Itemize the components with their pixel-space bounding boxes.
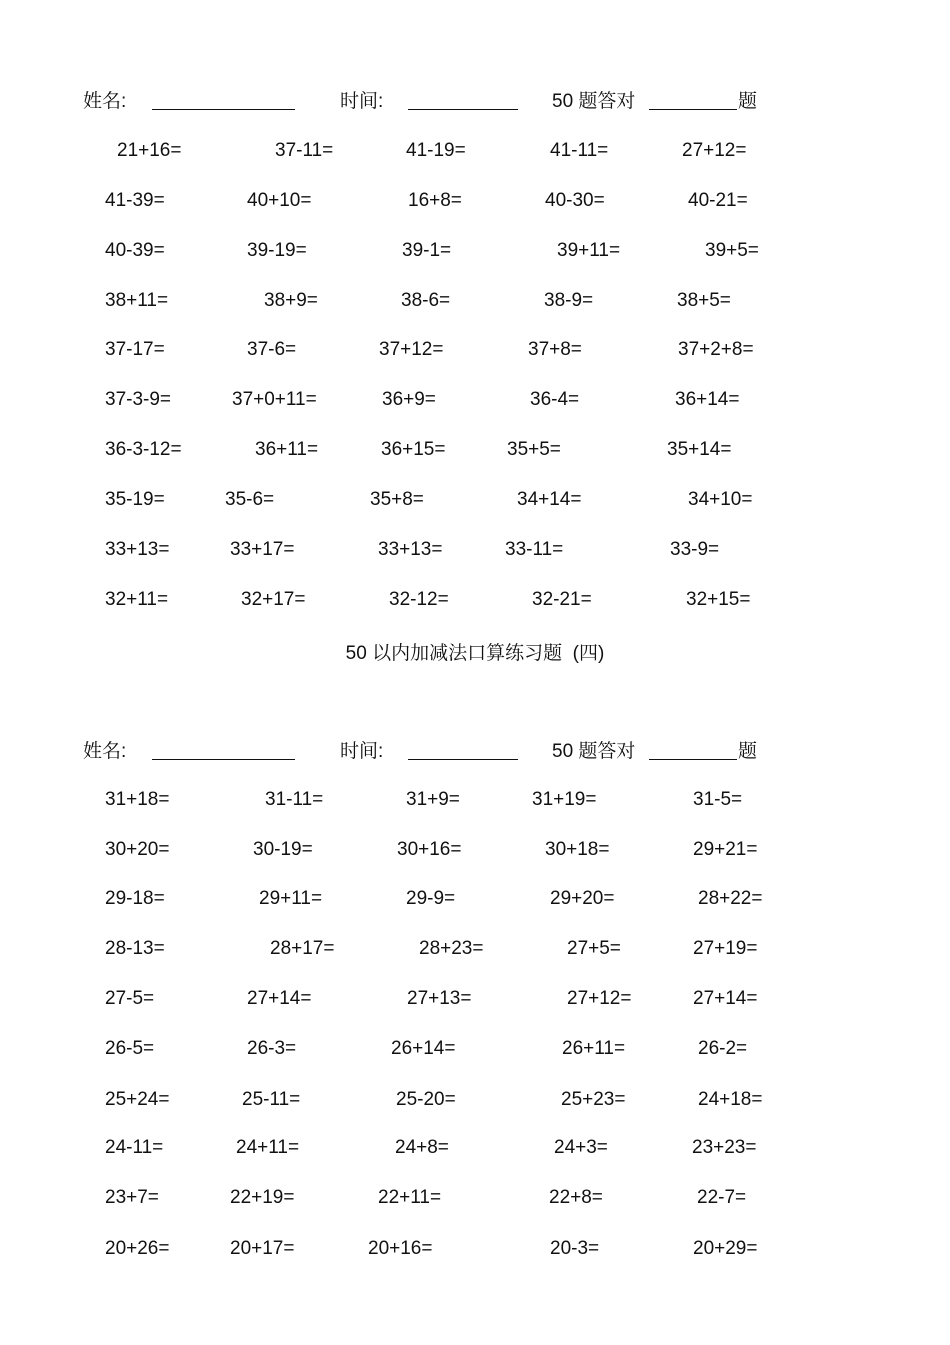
- problem-item: 39+5=: [705, 240, 759, 261]
- problem-item: 27+5=: [567, 938, 621, 959]
- problem-item: 35-19=: [105, 489, 165, 510]
- problem-row: [0, 190, 950, 216]
- problem-item: 36+14=: [675, 389, 740, 410]
- problem-item: 29-18=: [105, 888, 165, 909]
- time-answer-line[interactable]: [408, 109, 518, 110]
- problem-item: 37+2+8=: [678, 339, 754, 360]
- problem-item: 37-11=: [275, 140, 334, 161]
- problem-item: 33-9=: [670, 539, 720, 560]
- problem-item: 22+11=: [378, 1187, 442, 1208]
- problem-item: 32-21=: [532, 589, 592, 610]
- problem-item: 24+11=: [236, 1137, 300, 1158]
- problem-item: 40-21=: [688, 190, 748, 211]
- problem-item: 25+24=: [105, 1089, 170, 1110]
- problem-item: 29+21=: [693, 839, 758, 860]
- problem-item: 29+11=: [259, 888, 323, 909]
- problem-item: 27+12=: [682, 140, 747, 161]
- problem-item: 22+8=: [549, 1187, 603, 1208]
- problem-item: 20+16=: [368, 1238, 433, 1259]
- problem-item: 27+12=: [567, 988, 632, 1009]
- problem-row: [0, 1187, 950, 1213]
- problem-item: 31+9=: [406, 789, 460, 810]
- problem-item: 26+14=: [391, 1038, 456, 1059]
- problem-item: 32+11=: [105, 589, 169, 610]
- problem-item: 24-11=: [105, 1137, 164, 1158]
- problem-row: [0, 888, 950, 914]
- problem-item: 26-5=: [105, 1038, 155, 1059]
- problem-item: 38+5=: [677, 290, 731, 311]
- problem-item: 34+10=: [688, 489, 753, 510]
- problem-item: 25+23=: [561, 1089, 626, 1110]
- score-answer-line[interactable]: [649, 109, 737, 110]
- problem-item: 26-3=: [247, 1038, 297, 1059]
- problem-item: 37+12=: [379, 339, 444, 360]
- problem-item: 33+13=: [105, 539, 170, 560]
- problem-item: 37+0+11=: [232, 389, 317, 410]
- problem-item: 27+14=: [247, 988, 312, 1009]
- problem-item: 36+15=: [381, 439, 446, 460]
- problem-row: [0, 439, 950, 465]
- problem-item: 40-30=: [545, 190, 605, 211]
- problem-item: 21+16=: [117, 140, 182, 161]
- problem-item: 28-13=: [105, 938, 165, 959]
- time-answer-line[interactable]: [408, 759, 518, 760]
- problem-item: 16+8=: [408, 190, 462, 211]
- problem-item: 37-6=: [247, 339, 297, 360]
- problem-item: 36+11=: [255, 439, 319, 460]
- score-suffix: 题: [738, 91, 758, 112]
- problem-row: [0, 589, 950, 615]
- problem-item: 38+11=: [105, 290, 169, 311]
- problem-row: [0, 839, 950, 865]
- problem-item: 32+15=: [686, 589, 751, 610]
- problem-item: 27+14=: [693, 988, 758, 1009]
- problem-item: 29+20=: [550, 888, 615, 909]
- problem-item: 41-19=: [406, 140, 466, 161]
- problem-item: 28+23=: [419, 938, 484, 959]
- problem-item: 23+23=: [692, 1137, 757, 1158]
- problem-item: 26+11=: [562, 1038, 626, 1059]
- name-label: 姓名:: [83, 91, 127, 112]
- problem-item: 25-11=: [242, 1089, 301, 1110]
- problem-item: 38-6=: [401, 290, 451, 311]
- problem-item: 32-12=: [389, 589, 449, 610]
- problem-item: 35+5=: [507, 439, 561, 460]
- problem-row: [0, 938, 950, 964]
- sheet2-header: [0, 736, 950, 766]
- problem-item: 26-2=: [698, 1038, 748, 1059]
- problem-item: 38-9=: [544, 290, 594, 311]
- problem-item: 20+17=: [230, 1238, 295, 1259]
- problem-item: 39+11=: [557, 240, 621, 261]
- problem-item: 41-11=: [550, 140, 609, 161]
- problem-item: 33+13=: [378, 539, 443, 560]
- sheet1-header: [0, 86, 950, 116]
- problem-row: [0, 240, 950, 266]
- problem-item: 40+10=: [247, 190, 312, 211]
- name-label: 姓名:: [83, 741, 127, 762]
- problem-item: 28+17=: [270, 938, 335, 959]
- time-label: 时间:: [340, 741, 384, 762]
- problem-item: 30+20=: [105, 839, 170, 860]
- problem-item: 27-5=: [105, 988, 155, 1009]
- problem-item: 22-7=: [697, 1187, 747, 1208]
- time-label: 时间:: [340, 91, 384, 112]
- problem-item: 40-39=: [105, 240, 165, 261]
- problem-row: [0, 1089, 950, 1115]
- problem-item: 27+19=: [693, 938, 758, 959]
- problem-item: 27+13=: [407, 988, 472, 1009]
- problem-item: 39-1=: [402, 240, 452, 261]
- problem-item: 41-39=: [105, 190, 165, 211]
- score-prefix: 50 题答对: [552, 91, 636, 112]
- problem-row: [0, 290, 950, 316]
- problem-item: 36+9=: [382, 389, 436, 410]
- problem-item: 39-19=: [247, 240, 307, 261]
- problem-item: 35+14=: [667, 439, 732, 460]
- problem-row: [0, 389, 950, 415]
- problem-item: 31-5=: [693, 789, 743, 810]
- problem-item: 29-9=: [406, 888, 456, 909]
- problem-row: [0, 1038, 950, 1064]
- problem-item: 24+18=: [698, 1089, 763, 1110]
- problem-item: 24+8=: [395, 1137, 449, 1158]
- problem-row: [0, 339, 950, 365]
- problem-item: 31-11=: [265, 789, 324, 810]
- problem-item: 30-19=: [253, 839, 313, 860]
- problem-item: 37-17=: [105, 339, 165, 360]
- name-answer-line[interactable]: [152, 109, 295, 110]
- problem-row: [0, 789, 950, 815]
- score-prefix: 50 题答对: [552, 741, 636, 762]
- score-answer-line[interactable]: [649, 759, 737, 760]
- problem-item: 33-11=: [505, 539, 564, 560]
- problem-item: 20+29=: [693, 1238, 758, 1259]
- problem-item: 32+17=: [241, 589, 306, 610]
- problem-item: 37+8=: [528, 339, 582, 360]
- problem-item: 24+3=: [554, 1137, 608, 1158]
- problem-item: 37-3-9=: [105, 389, 172, 410]
- problem-item: 30+16=: [397, 839, 462, 860]
- problem-item: 34+14=: [517, 489, 582, 510]
- problem-item: 31+18=: [105, 789, 170, 810]
- problem-item: 20-3=: [550, 1238, 600, 1259]
- section-title: 50 以内加减法口算练习题 (四): [345, 643, 605, 664]
- problem-item: 31+19=: [532, 789, 597, 810]
- problem-item: 30+18=: [545, 839, 610, 860]
- problem-row: [0, 539, 950, 565]
- name-answer-line[interactable]: [152, 759, 295, 760]
- problem-item: 38+9=: [264, 290, 318, 311]
- problem-item: 22+19=: [230, 1187, 295, 1208]
- problem-item: 35+8=: [370, 489, 424, 510]
- problem-row: [0, 140, 950, 166]
- problem-row: [0, 1137, 950, 1163]
- problem-item: 20+26=: [105, 1238, 170, 1259]
- problem-item: 33+17=: [230, 539, 295, 560]
- problem-row: [0, 1238, 950, 1264]
- problem-item: 28+22=: [698, 888, 763, 909]
- problem-row: [0, 489, 950, 515]
- problem-item: 23+7=: [105, 1187, 159, 1208]
- score-suffix: 题: [738, 741, 758, 762]
- problem-item: 36-3-12=: [105, 439, 182, 460]
- problem-item: 36-4=: [530, 389, 580, 410]
- problem-item: 25-20=: [396, 1089, 456, 1110]
- problem-item: 35-6=: [225, 489, 275, 510]
- problem-row: [0, 988, 950, 1014]
